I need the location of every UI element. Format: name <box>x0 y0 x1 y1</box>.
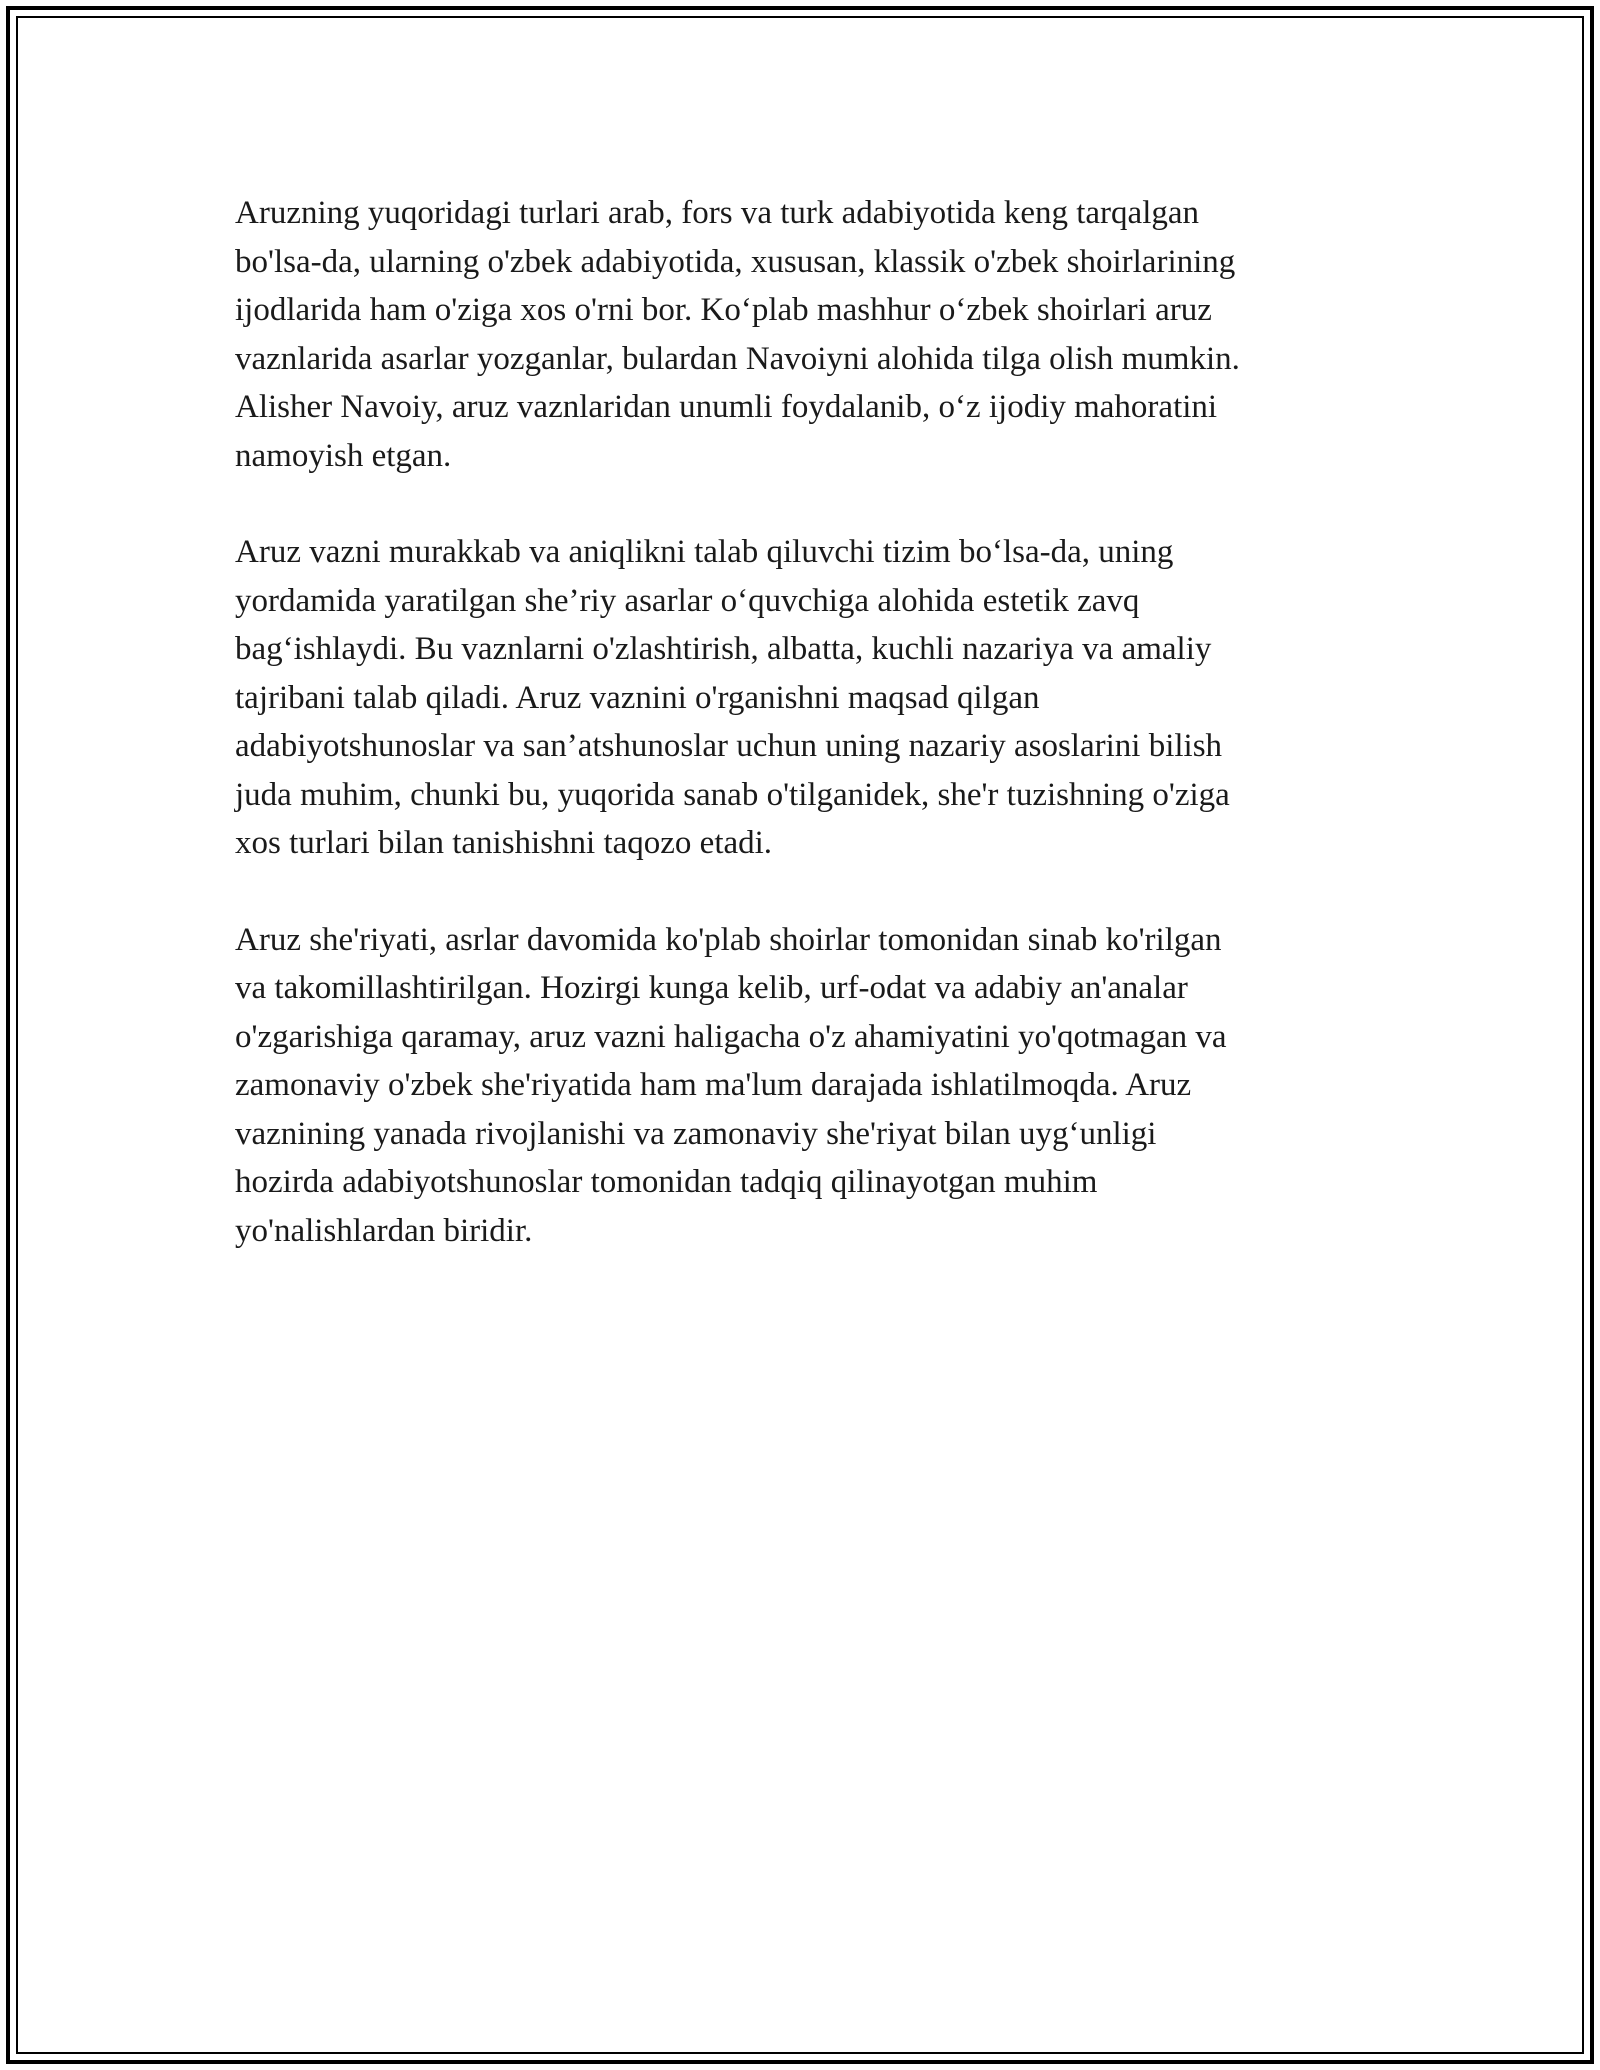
paragraph-3: Aruz she'riyati, asrlar davomida ko'plab shoirlar tomonidan sinab ko'rilgan va takomillashtirilgan. Hozirgi kunga kelib, urf-odat va adabiy an'analar o'zgarishiga qaramay, aruz vazni haligacha o'z ahamiyatini yo'qotmagan va zamonaviy o'zbek she'riyatida ham ma'lum darajada ishlatilmoqda. Aruz vaznining yanada rivojlanishi va zamonaviy she'riyat bilan uygʻunligi hozirda adabiyotshunoslar tomonidan tadqiq qilinayotgan muhim yo'nalishlardan biridir. <box>235 921 1227 1249</box>
paragraph-2: Aruz vazni murakkab va aniqlikni talab qiluvchi tizim boʻlsa-da, uning yordamida yaratilgan she’riy asarlar oʻquvchiga alohida estetik zavq bagʻishlaydi. Bu vaznlarni o'zlashtirish, albatta, kuchli nazariya va amaliy tajribani talab qiladi. Aruz vaznini o'rganishni maqsad qilgan adabiyotshunoslar va san’atshunoslar uchun uning nazariy asoslarini bilish juda muhim, chunki bu, yuqorida sanab o'tilganidek, she'r tuzishning o'ziga xos turlari bilan tanishishni taqozo etadi. <box>235 534 1230 861</box>
paragraph-1: Aruzning yuqoridagi turlari arab, fors va turk adabiyotida keng tarqalgan bo'lsa-da, ularning o'zbek adabiyotida, xususan, klassik o'zbek shoirlarining ijodlarida ham o'ziga xos o'rni bor. Koʻplab mashhur oʻzbek shoirlari aruz vaznlarida asarlar yozganlar, bulardan Navoiyni alohida tilga olish mumkin. Alisher Navoiy, aruz vaznlaridan unumli foydalanib, oʻz ijodiy mahoratini namoyish etgan. <box>235 195 1240 474</box>
document-body <box>235 189 1385 1303</box>
